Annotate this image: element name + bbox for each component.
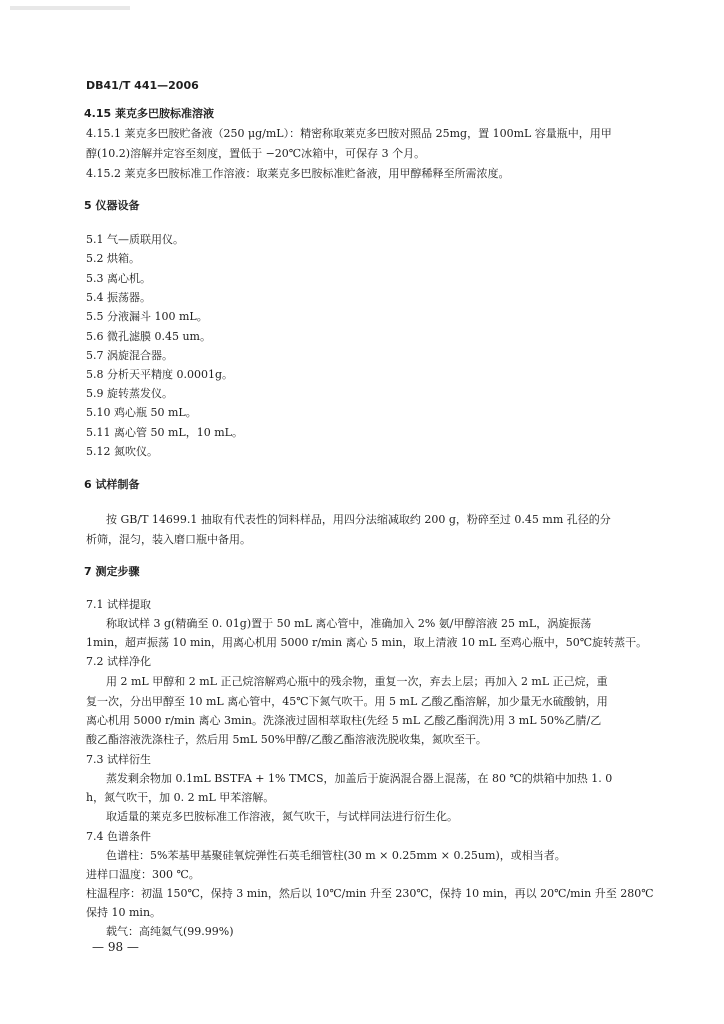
list-item: 5.3 离心机。 — [86, 272, 151, 285]
list-item: 5.11 离心管 50 mL，10 mL。 — [86, 426, 243, 439]
list-item: 5.4 振荡器。 — [86, 291, 151, 304]
paragraph-line: 进样口温度：300 ℃。 — [86, 868, 200, 881]
paragraph-line: 4.15.2 莱克多巴胺标准工作溶液：取莱克多巴胺标准贮备液，用甲醇稀释至所需浓度。 — [86, 167, 510, 180]
list-item: 5.6 微孔滤膜 0.45 um。 — [86, 330, 211, 343]
paragraph-line: 离心机用 5000 r/min 离心 3min。洗涤液过固相萃取柱(先经 5 mL 乙酸乙酯润洗)用 3 mL 50%乙腈/乙 — [86, 714, 602, 727]
section-heading-7: 7 测定步骤 — [84, 565, 140, 578]
paragraph-line: 蒸发剩余物加 0.1mL BSTFA + 1% TMCS，加盖后于旋涡混合器上混荡，在 80 ℃的烘箱中加热 1. 0 — [106, 772, 613, 785]
list-item: 5.8 分析天平精度 0.0001g。 — [86, 368, 234, 381]
subsection-heading: 7.3 试样衍生 — [86, 753, 151, 766]
paragraph-line: 保持 10 min。 — [86, 906, 162, 919]
list-item: 5.10 鸡心瓶 50 mL。 — [86, 406, 197, 419]
list-item: 5.7 涡旋混合器。 — [86, 349, 173, 362]
list-item: 5.12 氮吹仪。 — [86, 445, 158, 458]
subsection-heading: 7.4 色谱条件 — [86, 830, 151, 843]
paragraph-line: 4.15.1 莱克多巴胺贮备液（250 μg/mL）：精密称取莱克多巴胺对照品 25mg，置 100mL 容量瓶中，用甲 — [86, 127, 612, 140]
scan-artifact — [10, 6, 130, 10]
paragraph-line: 复一次，分出甲醇至 10 mL 离心管中，45℃下氮气吹干。用 5 mL 乙酸乙酯溶解，加少量无水硫酸钠，用 — [86, 695, 608, 708]
paragraph-line: h，氮气吹干，加 0. 2 mL 甲苯溶解。 — [86, 791, 275, 804]
paragraph-line: 色谱柱：5%苯基甲基聚硅氧烷弹性石英毛细管柱(30 m × 0.25mm × 0.25um)，或相当者。 — [106, 849, 566, 862]
section-heading-5: 5 仪器设备 — [84, 199, 140, 212]
paragraph-line: 载气：高纯氦气(99.99%) — [106, 925, 234, 938]
section-heading-6: 6 试样制备 — [84, 478, 140, 491]
list-item: 5.1 气—质联用仪。 — [86, 233, 184, 246]
list-item: 5.2 烘箱。 — [86, 252, 140, 265]
standard-code: DB41/T 441—2006 — [86, 79, 199, 92]
paragraph-line: 1min，超声振荡 10 min，用离心机用 5000 r/min 离心 5 min，取上清液 10 mL 至鸡心瓶中，50℃旋转蒸干。 — [86, 636, 648, 649]
paragraph-line: 取适量的莱克多巴胺标准工作溶液，氮气吹干，与试样同法进行衍生化。 — [106, 810, 458, 823]
subsection-heading: 7.1 试样提取 — [86, 598, 151, 611]
list-item: 5.5 分液漏斗 100 mL。 — [86, 310, 208, 323]
paragraph-line: 称取试样 3 g(精确至 0. 01g)置于 50 mL 离心管中，准确加入 2% 氨/甲醇溶液 25 mL，涡旋振荡 — [106, 617, 592, 630]
paragraph-line: 用 2 mL 甲醇和 2 mL 正己烷溶解鸡心瓶中的残余物，重复一次，弃去上层；再加入 2 mL 正己烷，重 — [106, 675, 608, 688]
page-number: — 98 — — [92, 940, 139, 954]
paragraph-line: 酸乙酯溶液洗涤柱子，然后用 5mL 50%甲醇/乙酸乙酯溶液洗脱收集，氮吹至干。 — [86, 733, 487, 746]
section-heading-4-15: 4.15 莱克多巴胺标准溶液 — [84, 107, 214, 120]
paragraph-line: 醇(10.2)溶解并定容至刻度，置低于 −20℃冰箱中，可保存 3 个月。 — [86, 147, 426, 160]
subsection-heading: 7.2 试样净化 — [86, 655, 151, 668]
paragraph-line: 按 GB/T 14699.1 抽取有代表性的饲料样品，用四分法缩减取约 200 g，粉碎至过 0.45 mm 孔径的分 — [106, 513, 611, 526]
list-item: 5.9 旋转蒸发仪。 — [86, 387, 173, 400]
paragraph-line: 柱温程序：初温 150℃，保持 3 min，然后以 10℃/min 升至 230℃，保持 10 min，再以 20℃/min 升至 280℃ — [86, 887, 654, 900]
paragraph-line: 析筛，混匀，装入磨口瓶中备用。 — [86, 533, 251, 546]
